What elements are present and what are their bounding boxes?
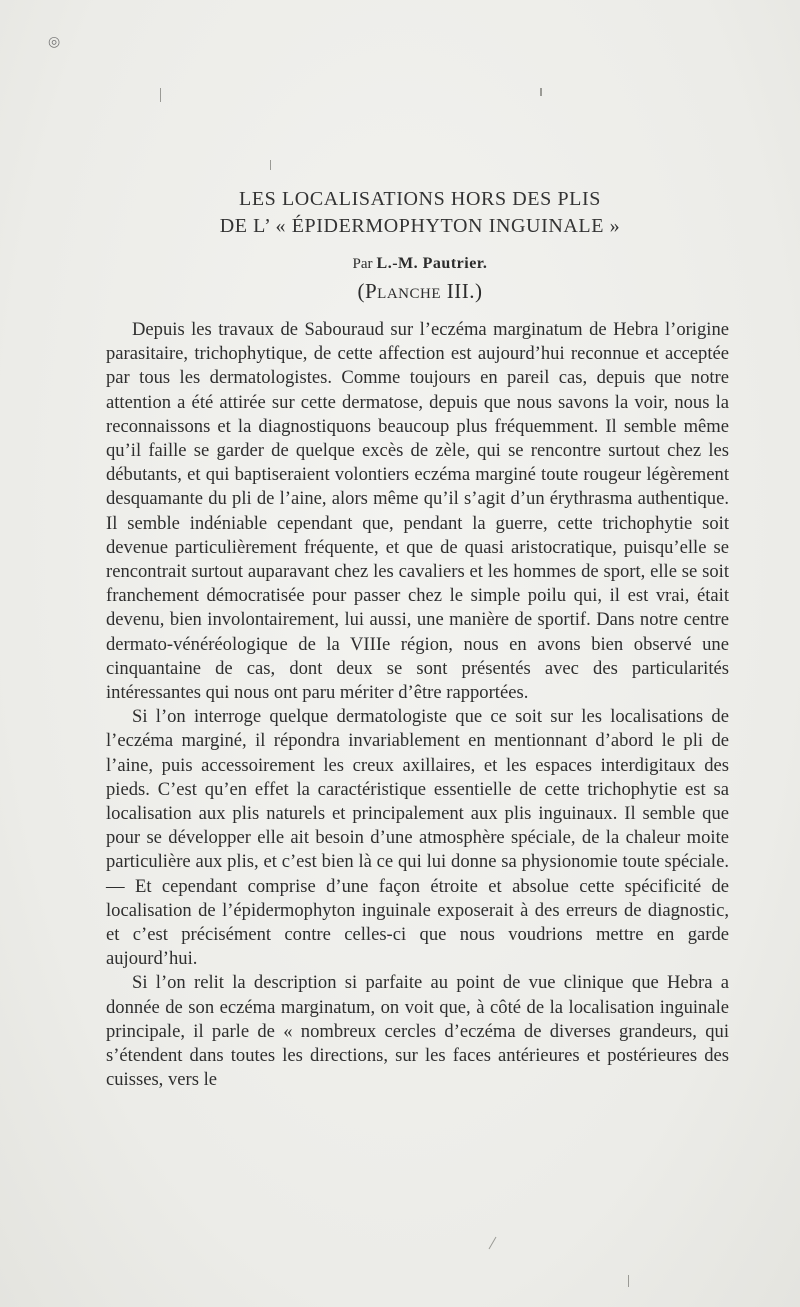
plate-number: III.) [441,279,483,303]
scan-speck [160,88,161,102]
plate-word: Planche [365,279,442,303]
corner-stamp-mark: ◎ [48,35,61,50]
paragraph: Si l’on relit la description si parfaite au point de vue clinique que Hebra a donnée de son eczéma marginatum, on voit que, à côté de la localisation inguinale principale, il parle de « nombreux cercles d’eczéma de diverses grandeurs, qui s’étendent dans toutes les directions, sur les faces antérieures et postérieures des cuisses, vers le [106,972,729,1091]
article-title-line-2: DE L’ « ÉPIDERMOPHYTON INGUINALE » [219,215,621,237]
scan-speck [628,1275,629,1287]
plate-open-paren: ( [357,279,365,303]
author-line [0,255,800,273]
article-body [106,318,729,1093]
author-name: L.-M. Pautrier. [376,255,488,272]
author-prefix: Par [352,256,373,272]
scan-speck [270,160,271,170]
scan-speck [489,1237,497,1250]
paragraph: Si l’on interroge quelque dermatologiste que ce soit sur les localisations de l’eczéma marginé, il répondra invariablement en mentionnant d’abord le pli de l’aine, puis accessoirement les creux axillaires, et les espaces interdigitaux des pieds. C’est qu’en effet la caractéristique essentielle de cette trichophytie est sa localisation aux plis naturels et principalement aux plis inguinaux. Il semble que pour se développer elle ait besoin d’une atmosphère spéciale, de la chaleur moite particulière aux plis, et c’est bien là ce qui lui donne sa physionomie toute spéciale. — Et cependant comprise d’une façon étroite et absolue cette spécificité de localisation de l’épidermophyton inguinale exposerait à des erreurs de diagnostic, et c’est précisément contre celles-ci que nous voudrions mettre en garde aujourd’hui. [106,706,729,970]
scan-speck [540,88,542,96]
article-title-line-1: LES LOCALISATIONS HORS DES PLIS [239,188,601,210]
plate-reference [0,279,800,304]
paragraph: Depuis les travaux de Sabouraud sur l’eczéma marginatum de Hebra l’origine parasitaire, trichophytique, de cette affection est aujourd’hui reconnue et acceptée par tous les dermatologistes. Comme toujours en pareil cas, depuis que notre attention a été attirée sur cette dermatose, depuis que nous savons la voir, nous la reconnaissons et la diagnostiquons beaucoup plus fréquemment. Il semble même qu’il faille se garder de quelque excès de zèle, qui se rencontre surtout chez les débutants, et qui baptiseraient volontiers eczéma marginé toute rougeur légèrement desquamante du pli de l’aine, alors même qu’il s’agit d’un érythrasma authentique. Il semble indéniable cependant que, pendant la guerre, cette trichophytie soit devenue particulièrement fréquente, et que de quasi aristocratique, puisqu’elle se rencontrait surtout auparavant chez les cavaliers et les hommes de sport, elle se soit franchement démocratisée pour passer chez le simple poilu qui, il est vrai, était devenu, bien involontairement, lui aussi, une manière de sportif. Dans notre centre dermato-vénéréologique de la VIIIe région, nous en avons bien observé une cinquantaine de cas, dont deux se sont présentés avec des particularités intéressantes qui nous ont paru mériter d’être rapportées. [106,319,729,704]
